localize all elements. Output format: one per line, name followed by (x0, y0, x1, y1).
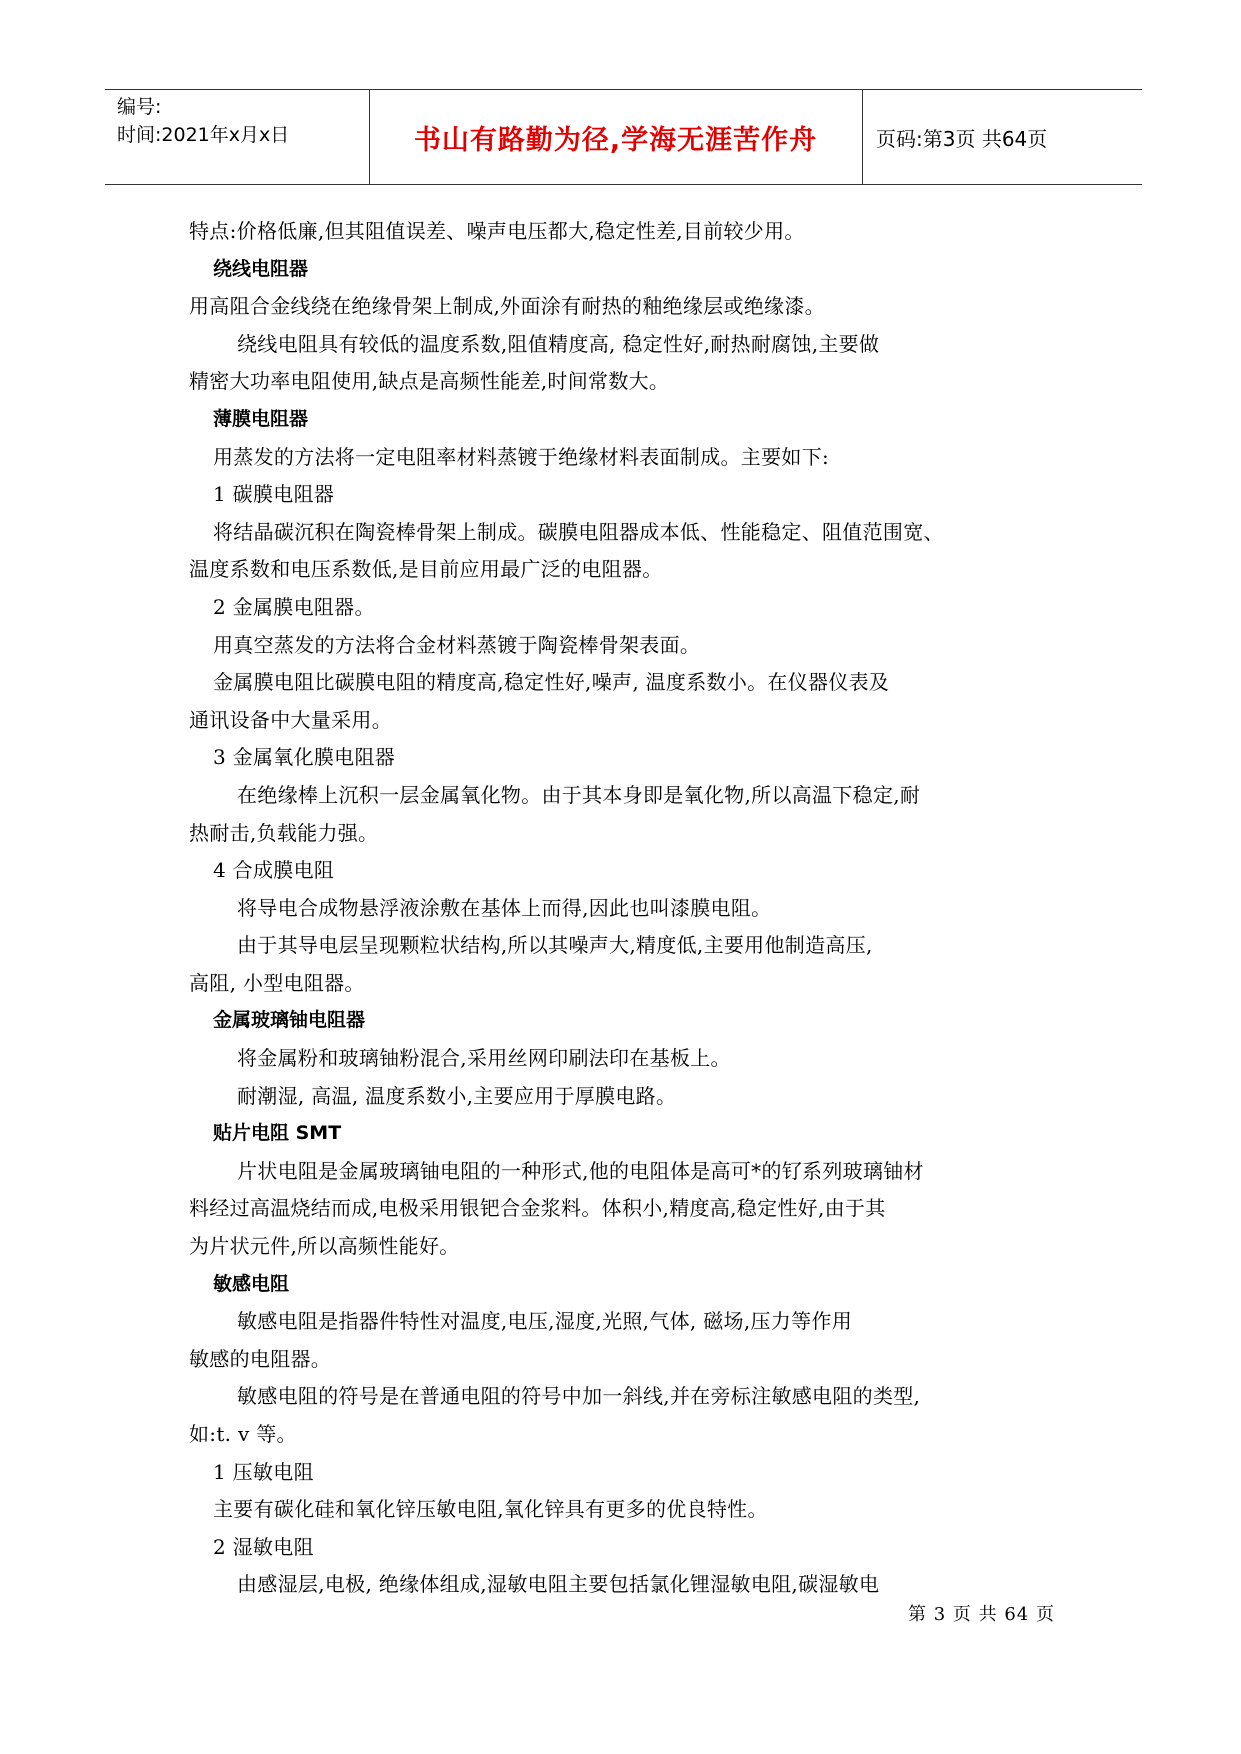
paragraph-line: 2 湿敏电阻 (213, 1534, 314, 1559)
paragraph-line: 耐潮湿, 高温, 温度系数小,主要应用于厚膜电路。 (237, 1083, 677, 1108)
header-page-cell (862, 90, 1142, 184)
paragraph-line: 1 碳膜电阻器 (213, 482, 335, 507)
paragraph-line: 热耐击,负载能力强。 (189, 820, 379, 845)
paragraph-line: 通讯设备中大量采用。 (189, 707, 392, 732)
date-label: 时间:2021年x月x日 (117, 124, 290, 146)
paragraph-line: 由感湿层,电极, 绝缘体组成,湿敏电阻主要包括氯化锂湿敏电阻,碳湿敏电 (237, 1572, 880, 1597)
paragraph-line: 将导电合成物悬浮液涂敷在基体上而得,因此也叫漆膜电阻。 (237, 895, 772, 920)
paragraph-line: 如:t. v 等。 (189, 1422, 297, 1446)
paragraph-line: 1 压敏电阻 (213, 1459, 314, 1484)
paragraph-line: 精密大功率电阻使用,缺点是高频性能差,时间常数大。 (189, 369, 670, 394)
header-motto: 书山有路勤为径,学海无涯苦作舟 (413, 124, 818, 156)
document-header (105, 89, 1142, 185)
paragraph-line: 绕线电阻具有较低的温度系数,阻值精度高, 稳定性好,耐热耐腐蚀,主要做 (237, 331, 880, 356)
paragraph-line: 4 合成膜电阻 (213, 858, 335, 883)
paragraph-line: 为片状元件,所以高频性能好。 (189, 1234, 460, 1259)
paragraph-line: 特点:价格低廉,但其阻值误差、噪声电压都大,稳定性差,目前较少用。 (189, 219, 805, 243)
paragraph-line: 高阻, 小型电阻器。 (189, 970, 365, 995)
number-label: 编号: (117, 96, 162, 118)
paragraph-line: 用高阻合金线绕在绝缘骨架上制成,外面涂有耐热的釉绝缘层或绝缘漆。 (189, 294, 825, 319)
paragraph-line: 2 金属膜电阻器。 (213, 594, 375, 619)
paragraph-line: 金属膜电阻比碳膜电阻的精度高,稳定性好,噪声, 温度系数小。在仪器仪表及 (213, 670, 890, 695)
header-info-cell (105, 90, 370, 184)
section-heading: 绕线电阻器 (213, 257, 309, 280)
header-motto-cell (369, 90, 863, 184)
page-footer: 第 3 页 共 64 页 (908, 1604, 1055, 1625)
section-heading: 薄膜电阻器 (213, 407, 309, 430)
paragraph-line: 用真空蒸发的方法将合金材料蒸镀于陶瓷棒骨架表面。 (213, 632, 701, 657)
paragraph-line: 在绝缘棒上沉积一层金属氧化物。由于其本身即是氧化物,所以高温下稳定,耐 (237, 782, 921, 807)
section-heading: 金属玻璃铀电阻器 (213, 1009, 366, 1032)
header-page-code: 页码:第3页 共64页 (876, 126, 1048, 151)
paragraph-line: 敏感电阻是指器件特性对温度,电压,湿度,光照,气体, 磁场,压力等作用 (237, 1309, 853, 1334)
paragraph-line: 将结晶碳沉积在陶瓷棒骨架上制成。碳膜电阻器成本低、性能稳定、阻值范围宽、 (213, 519, 944, 544)
paragraph-line: 温度系数和电压系数低,是目前应用最广泛的电阻器。 (189, 557, 663, 582)
document-body (189, 213, 1069, 1604)
paragraph-line: 将金属粉和玻璃铀粉混合,采用丝网印刷法印在基板上。 (237, 1046, 731, 1071)
section-heading: 贴片电阻 SMT (213, 1122, 342, 1145)
paragraph-line: 敏感的电阻器。 (189, 1346, 332, 1371)
paragraph-line: 用蒸发的方法将一定电阻率材料蒸镀于绝缘材料表面制成。主要如下: (213, 444, 830, 469)
paragraph-line: 片状电阻是金属玻璃铀电阻的一种形式,他的电阻体是高可*的钌系列玻璃铀材 (237, 1158, 924, 1183)
section-heading: 敏感电阻 (213, 1272, 290, 1295)
paragraph-line: 由于其导电层呈现颗粒状结构,所以其噪声大,精度低,主要用他制造高压, (237, 933, 873, 958)
paragraph-line: 料经过高温烧结而成,电极采用银钯合金浆料。体积小,精度高,稳定性好,由于其 (189, 1196, 886, 1221)
paragraph-line: 主要有碳化硅和氧化锌压敏电阻,氧化锌具有更多的优良特性。 (213, 1497, 768, 1522)
paragraph-line: 3 金属氧化膜电阻器 (213, 745, 396, 770)
paragraph-line: 敏感电阻的符号是在普通电阻的符号中加一斜线,并在旁标注敏感电阻的类型, (237, 1384, 921, 1409)
